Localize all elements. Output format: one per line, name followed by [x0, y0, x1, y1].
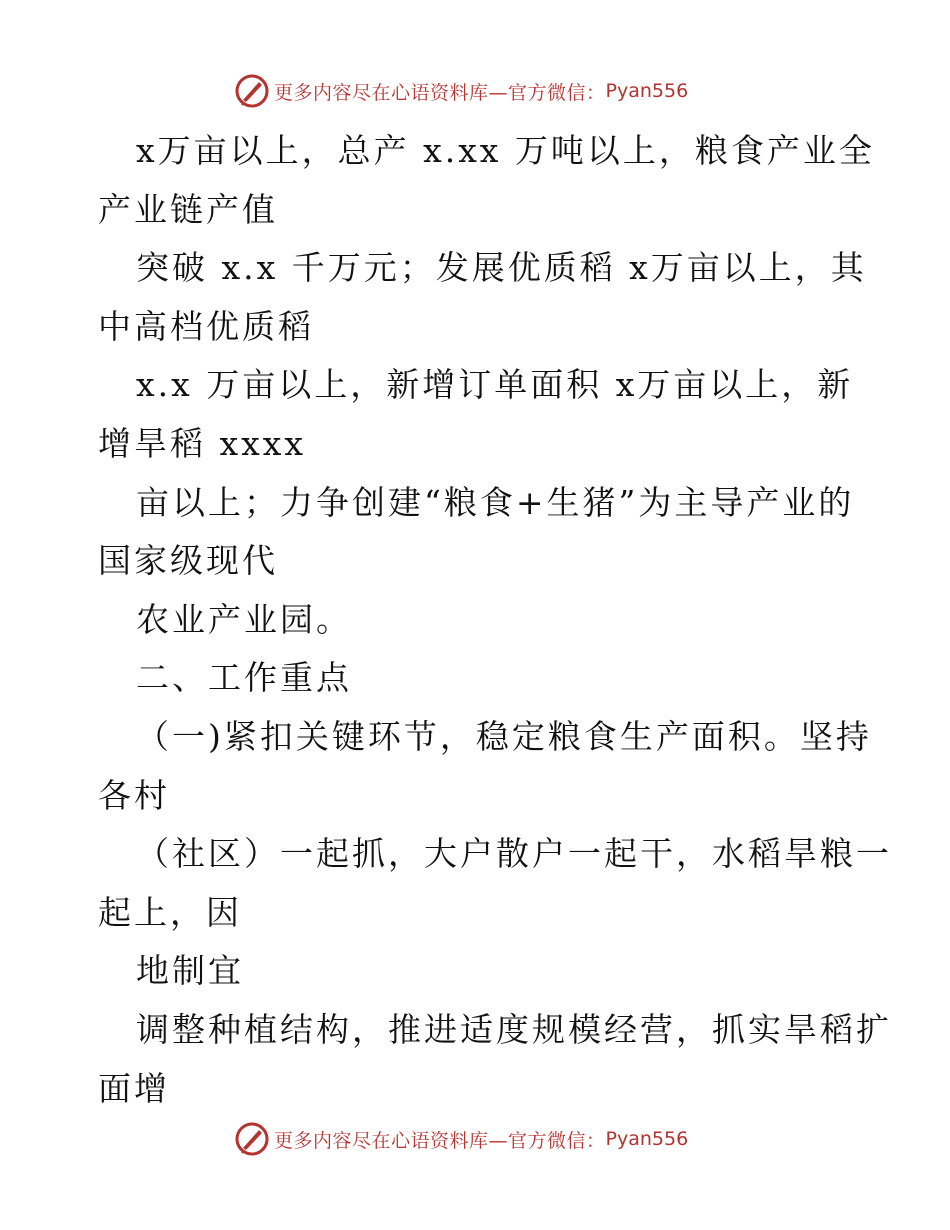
text-line: 农业产业园。 — [136, 599, 352, 639]
text-line: 亩以上；力争创建“粮食+生猪”为主导产业的 — [136, 482, 855, 522]
text-line: x.x 万亩以上，新增订单面积 x万亩以上，新 — [136, 365, 854, 405]
text-line: 调整种植结构，推进适度规模经营，抓实旱稻扩 — [136, 1009, 892, 1049]
text-line: 中高档优质稻 — [98, 306, 314, 346]
text-line: 突破 x.x 千万元；发展优质稻 x万亩以上，其 — [136, 248, 867, 288]
watermark-text: 更多内容尽在心语资料库—官方微信： — [274, 81, 606, 104]
text-line: （社区）一起抓，大户散户一起干，水稻旱粮一 — [136, 834, 892, 874]
text-line: 起上，因 — [98, 892, 242, 932]
quill-seal-icon — [234, 1121, 270, 1157]
document-body — [98, 122, 892, 1118]
watermark-wechat-id: Pyan556 — [605, 1128, 689, 1150]
text-line: 增旱稻 xxxx — [98, 423, 306, 463]
text-line: x万亩以上，总产 x.xx 万吨以上，粮食产业全 — [136, 131, 875, 170]
header-watermark — [234, 73, 688, 109]
text-line: 国家级现代 — [98, 541, 278, 581]
text-line: 产业链产值 — [98, 189, 278, 229]
text-line: （一)紧扣关键环节，稳定粮食生产面积。坚持 — [136, 716, 872, 756]
text-line: 各村 — [98, 775, 170, 815]
text-line: 地制宜 — [136, 951, 244, 991]
quill-seal-icon — [234, 73, 270, 109]
text-line: 二、工作重点 — [136, 658, 352, 698]
watermark-text: 更多内容尽在心语资料库—官方微信： — [274, 1129, 606, 1152]
watermark-wechat-id: Pyan556 — [605, 80, 689, 102]
text-line: 面增 — [98, 1068, 170, 1108]
footer-watermark — [234, 1121, 688, 1157]
